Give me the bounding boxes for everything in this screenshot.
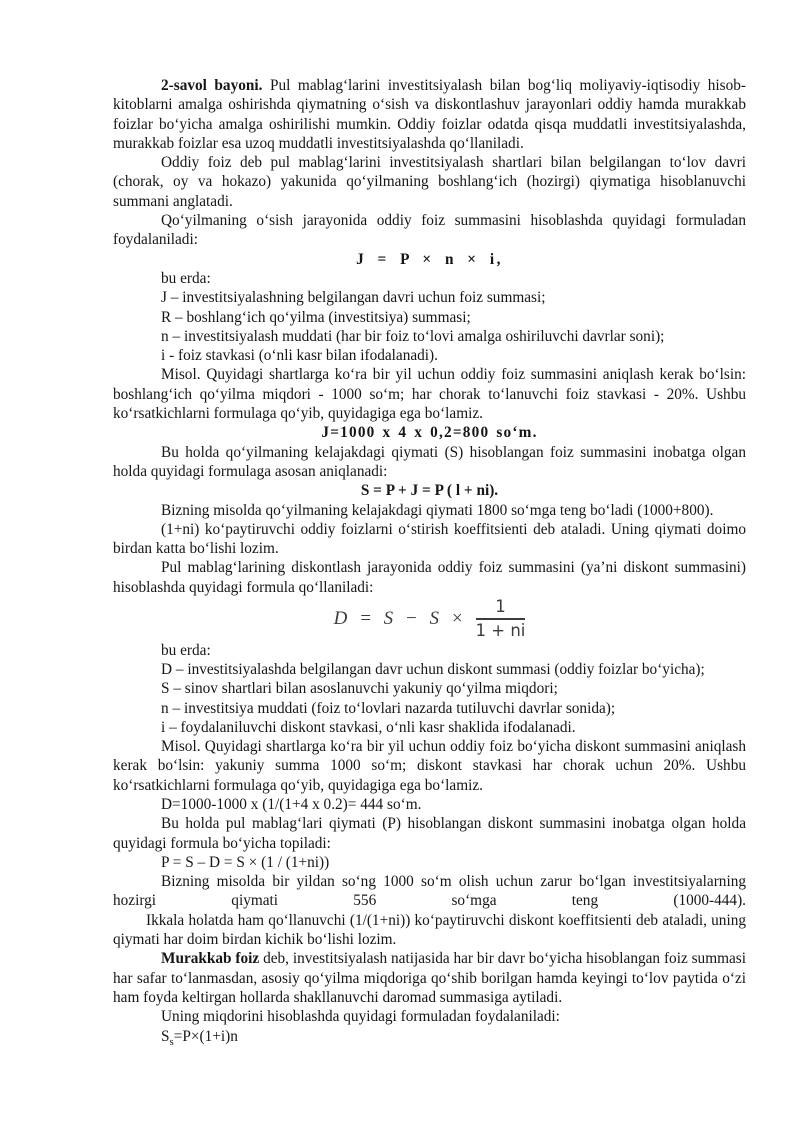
bold-lead: 2-savol bayoni. <box>161 77 263 94</box>
text-line: i – foydalaniluvchi diskont stavkasi, o‘nli kasr shaklida ifodalanadi. <box>161 718 576 736</box>
paragraph: (1+ni) ko‘paytiruvchi oddiy foizlarni o‘stirish koeffitsienti deb ataladi. Uning qiymati doimo birdan katta bo‘lishi lozim. <box>113 520 746 558</box>
text-line: n – investitsiya muddati (foiz to‘lovlari nazarda tutiluvchi davrlar sonida); <box>161 699 616 717</box>
fraction-numerator: 1 <box>476 597 526 620</box>
bold-lead: Murakkab foiz <box>161 950 260 968</box>
text-line: i - foiz stavkasi (o‘nli kasr bilan ifodalanadi). <box>161 347 438 365</box>
compound-interest-formula <box>113 1027 746 1046</box>
formula-subscript: s <box>169 1035 174 1048</box>
paragraph: Pul mablag‘larining diskontlash jarayonida oddiy foiz summasini (ya’ni diskont summasini) hisoblashda quyidagi formula qo‘llaniladi: <box>113 559 746 596</box>
text-block <box>113 76 746 1046</box>
text-line: J – investitsiyalashning belgilangan davri uchun foiz summasi; <box>161 289 546 307</box>
text-line: D=1000-1000 x (1/(1+4 x 0.2)= 444 so‘m. <box>161 795 422 813</box>
paragraph: Bu holda qo‘yilmaning kelajakdagi qiymati (S) hisoblangan foiz summasini inobatga olgan holda quyidagi formulaga asosan aniqlanadi: <box>113 443 746 480</box>
paragraph: Misol. Quyidagi shartlarga ko‘ra bir yil uchun oddiy foiz bo‘yicha diskont summasini aniqlash kerak bo‘lsin: yakuniy summa 1000 so‘m; diskont stavkasi har chorak uchun 20%. Ushbu ko‘rsatkichlarni formulaga qo‘yib, quyidagiga ega bo‘lamiz. <box>113 738 746 794</box>
formula-rest: =P×(1+i)n <box>173 1027 238 1045</box>
text-line: S – sinov shartlari bilan asoslanuvchi yakuniy qo‘yilma miqdori; <box>161 680 558 698</box>
paragraph: Bizning misolda qo‘yilmaning kelajakdagi qiymati 1800 so‘mga teng bo‘ladi (1000+800). <box>161 501 714 519</box>
paragraph: Qo‘yilmaning o‘sish jarayonida oddiy foiz summasini hisoblashda quyidagi formuladan foydalaniladi: <box>113 212 746 249</box>
formula-lhs: D = S − S × <box>333 608 466 630</box>
paragraph: Murakkab foiz deb, investitsiyalash natijasida har bir davr bo‘yicha hisoblangan foiz summasi har safar to‘lanmasdan, asosiy qo‘yilma miqdoriga qo‘shib borilgan hamda keyingi to‘lov paytida o‘zi ham foyda keltirgan hollarda shakllanuvchi daromad summasiga aytiladi. <box>113 950 746 1006</box>
paragraph: 2-savol bayoni. Pul mablag‘larini investitsiyalash bilan bog‘liq moliyaviy-iqtisodiy hisob-kitoblarni amalga oshirishda qiymatning o‘sish va diskontlashuv jarayonlari oddiy hamda murakkab foizlar bo‘yicha amalga oshirilishi mumkin. Oddiy foizlar odatda qisqa muddatli investitsiyalashda, murakkab foizlar esa uzoq muddatli investitsiyalashda qo‘llaniladi. <box>113 77 747 152</box>
text-line: bu erda: <box>161 269 211 287</box>
text-line: P = S – D = S × (1 / (1+ni)) <box>161 853 330 871</box>
text-line: Uning miqdorini hisoblashda quyidagi formuladan foydalaniladi: <box>161 1008 560 1026</box>
paragraph: Bu holda pul mablag‘lari qiymati (P) hisoblangan diskont summasini inobatga olgan holda quyidagi formula bo‘yicha topiladi: <box>113 815 746 852</box>
paragraph: Bizning misolda bir yildan so‘ng 1000 so‘m olish uchun zarur bo‘lgan investitsiyalarning hozirgi qiymati 556 so‘mga teng (1000-444). <box>113 873 746 910</box>
text-line: D – investitsiyalashda belgilangan davr uchun diskont summasi (oddiy foizlar bo‘yicha); <box>161 660 705 678</box>
fraction-denominator: 1 + ni <box>475 620 526 640</box>
text-line: R – boshlang‘ich qo‘yilma (investitsiya) summasi; <box>161 308 471 326</box>
discount-formula <box>113 597 746 641</box>
paragraph: Oddiy foiz deb pul mablag‘larini investitsiyalash shartlari bilan belgilangan to‘lov davri (chorak, oy va hokazo) yakunida qo‘yilmaning boshlang‘ich (hozirgi) qiymatiga hisoblanuvchi summani anglatadi. <box>113 154 746 210</box>
formula-base: S <box>161 1027 170 1045</box>
text-line: bu erda: <box>161 641 211 659</box>
formula-centered: J=1000 x 4 x 0,2=800 so‘m. <box>321 424 538 442</box>
text-line: n – investitsiyalash muddati (har bir foiz to‘lovi amalga oshiriluvchi davrlar soni); <box>161 327 665 345</box>
formula-centered: S = P + J = P ( l + ni). <box>360 482 499 500</box>
fraction <box>476 597 526 641</box>
paragraph: Ikkala holatda ham qo‘llanuvchi (1/(1+ni)) ko‘paytiruvchi diskont koeffitsienti deb ataladi, uning qiymati har doim birdan kichik bo‘lishi lozim. <box>113 911 746 949</box>
paragraph: Misol. Quyidagi shartlarga ko‘ra bir yil uchun oddiy foiz summasini aniqlash kerak bo‘lsin: boshlang‘ich qo‘yilma miqdori - 1000 so‘m; har chorak to‘lanuvchi foiz stavkasi - 20%. Ushbu ko‘rsatkichlarni formulaga qo‘yib, quyidagiga ega bo‘lamiz. <box>113 366 746 423</box>
formula-centered: J = P × n × i, <box>356 250 503 268</box>
